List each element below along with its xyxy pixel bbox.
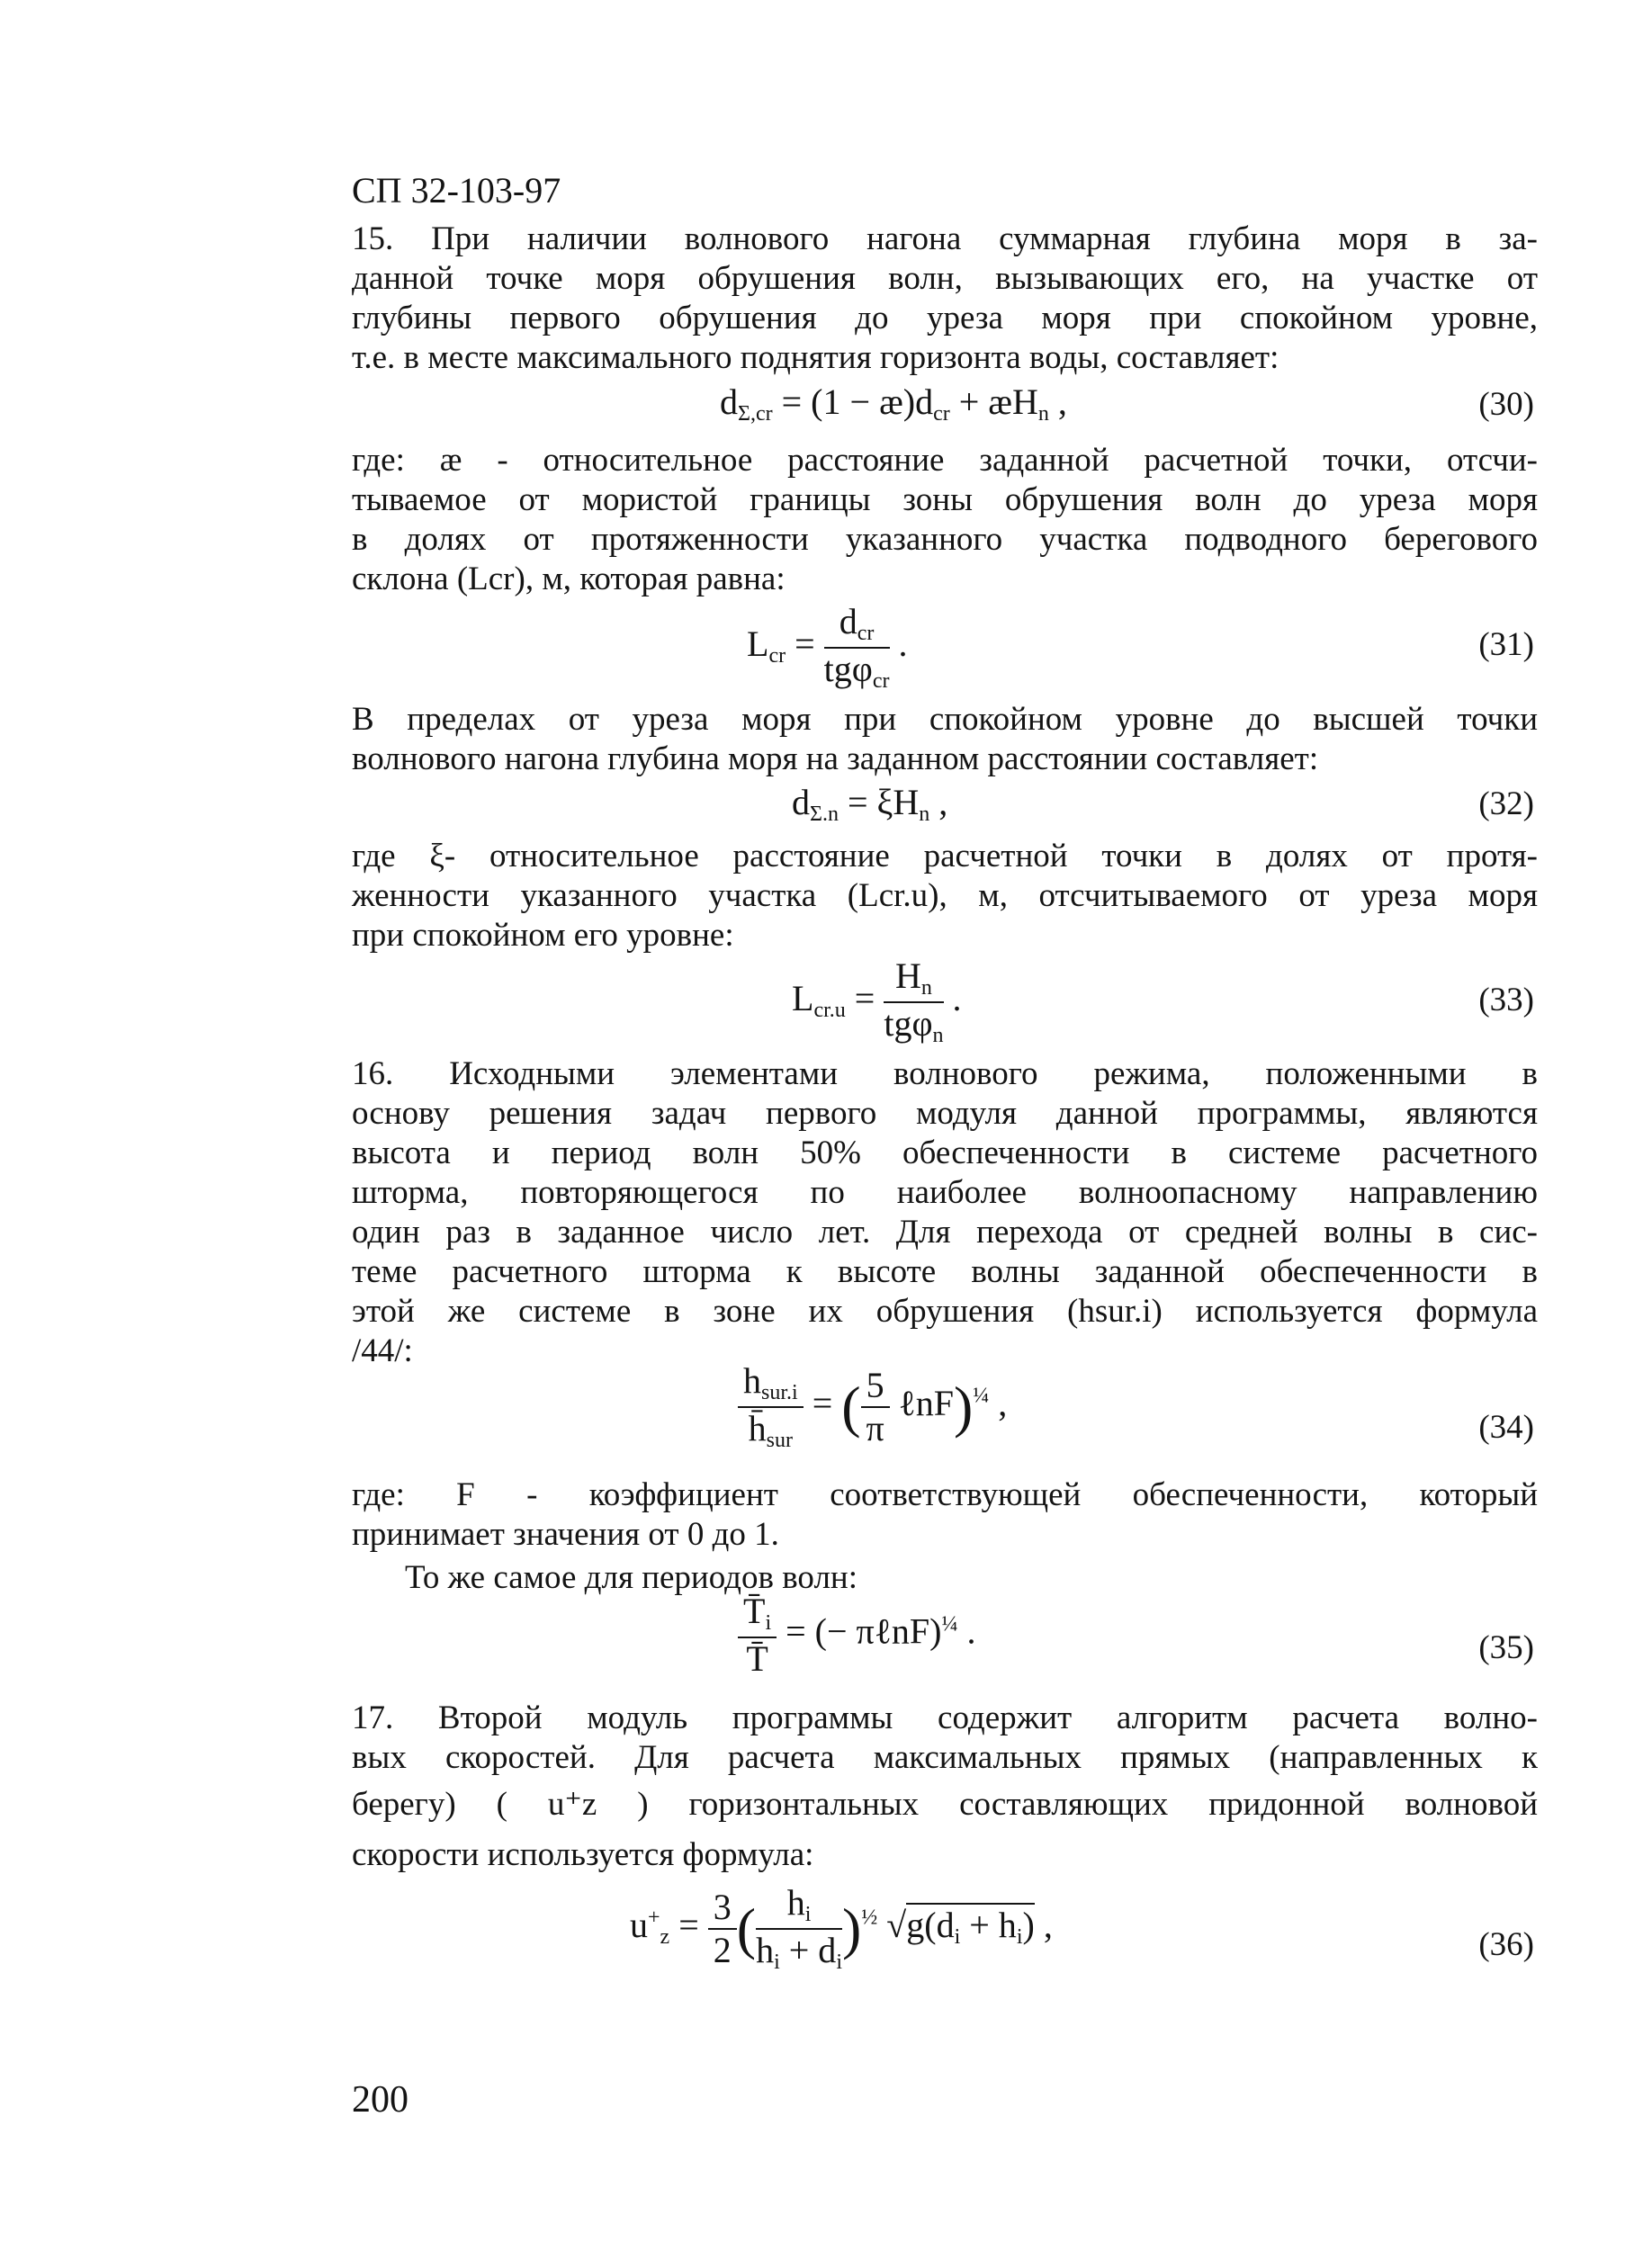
p15-where-line-2: тываемое от мористой границы зоны обрушения волн до уреза моря — [352, 481, 1538, 518]
p15-line-1: 15. При наличии волнового нагона суммарная глубина моря в за- — [352, 220, 1538, 257]
equation-34: $\frac{h_{sur.i}}{h̄_{sur}}$ = ( $\frac{5}{\pi}$ ℓnF)$^{\frac{1}{4}}$ , — [738, 1360, 1007, 1454]
p17-line-4: скорости используется формула: — [352, 1836, 814, 1873]
p15-xi-line-1: где ξ- относительное расстояние расчетной точки в долях от протя- — [352, 838, 1538, 874]
p16-line-5: один раз в заданное число лет. Для перехода от средней волны в сис- — [352, 1214, 1538, 1251]
p17-line-3: берегу) ( u⁺z ) горизонтальных составляющих придонной волновой — [352, 1786, 1538, 1823]
p15-limit-line-2: волнового нагона глубина моря на заданном расстоянии составляет: — [352, 740, 1319, 777]
document-code: СП 32-103-97 — [352, 170, 561, 211]
p15-where-line-3: в долях от протяженности указанного участка подводного берегового — [352, 521, 1538, 558]
p16-line-8: /44/: — [352, 1332, 413, 1369]
p16-line-3: высота и период волн 50% обеспеченности в системе расчетного — [352, 1134, 1538, 1171]
p16-f-line-2: принимает значения от 0 до 1. — [352, 1516, 779, 1553]
equation-number-35: (35) — [1478, 1629, 1534, 1666]
p15-line-3: глубины первого обрушения до уреза моря при спокойном уровне, — [352, 300, 1538, 336]
p15-xi-line-3: при спокойном его уровне: — [352, 917, 734, 954]
equation-number-33: (33) — [1478, 982, 1534, 1018]
equation-32: $d_{\Sigma.n} = \xi H_n$ , — [792, 782, 948, 827]
p16-line-4: шторма, повторяющегося по наиболее волноопасному направлению — [352, 1174, 1538, 1211]
p15-line-2: данной точке моря обрушения волн, вызывающих его, на участке от — [352, 260, 1538, 297]
p16-line-2: основу решения задач первого модуля данной программы, являются — [352, 1095, 1538, 1132]
equation-36: $u^+_z$ = $\frac{3}{2}$ ( $\frac{h_i}{h_i + d_i}$ )$^{\frac{1}{2}}$ $√g(d_i + h_i)$ , — [630, 1882, 1053, 1974]
equation-33: $L_{cr.u}$ = $\frac{H_n}{tg\varphi_n}$ . — [792, 955, 962, 1047]
p17-line-1: 17. Второй модуль программы содержит алгоритм расчета волно- — [352, 1699, 1538, 1736]
equation-35: $\frac{T̄_i}{T̄}$ = (− πℓnF)$^{\frac{1}{4}}$ . — [738, 1591, 975, 1680]
p15-where-line-4: склона (Lcr), м, которая равна: — [352, 561, 786, 597]
p15-where-line-1: где: æ - относительное расстояние заданной расчетной точки, отсчи- — [352, 442, 1538, 479]
equation-number-30: (30) — [1478, 386, 1534, 423]
p16-periods-line: То же самое для периодов волн: — [405, 1559, 857, 1596]
p15-limit-line-1: В пределах от уреза моря при спокойном уровне до высшей точки — [352, 701, 1538, 738]
p15-xi-line-2: женности указанного участка (Lcr.u), м, отсчитываемого от уреза моря — [352, 877, 1538, 914]
p16-line-6: теме расчетного шторма к высоте волны заданной обеспеченности в — [352, 1253, 1538, 1290]
equation-number-36: (36) — [1478, 1926, 1534, 1963]
p16-line-1: 16. Исходными элементами волнового режима, положенными в — [352, 1055, 1538, 1092]
page-number: 200 — [352, 2079, 409, 2121]
p15-line-4: т.е. в месте максимального поднятия горизонта воды, составляет: — [352, 339, 1279, 376]
equation-30: $d_{\Sigma,cr} = (1$ − $æ)d_{cr}$ + $æH_n$ , — [720, 381, 1067, 426]
equation-number-34: (34) — [1478, 1409, 1534, 1446]
p16-line-7: этой же системе в зоне их обрушения (hsur.i) используется формула — [352, 1293, 1538, 1330]
p16-f-line-1: где: F - коэффициент соответствующей обеспеченности, который — [352, 1476, 1538, 1513]
equation-31: $L_{cr}$ = $\frac{d_{cr}}{tg\varphi_{cr}}$ . — [747, 601, 908, 693]
equation-number-31: (31) — [1478, 626, 1534, 663]
p17-line-2: вых скоростей. Для расчета максимальных прямых (направленных к — [352, 1739, 1538, 1776]
equation-number-32: (32) — [1478, 785, 1534, 822]
